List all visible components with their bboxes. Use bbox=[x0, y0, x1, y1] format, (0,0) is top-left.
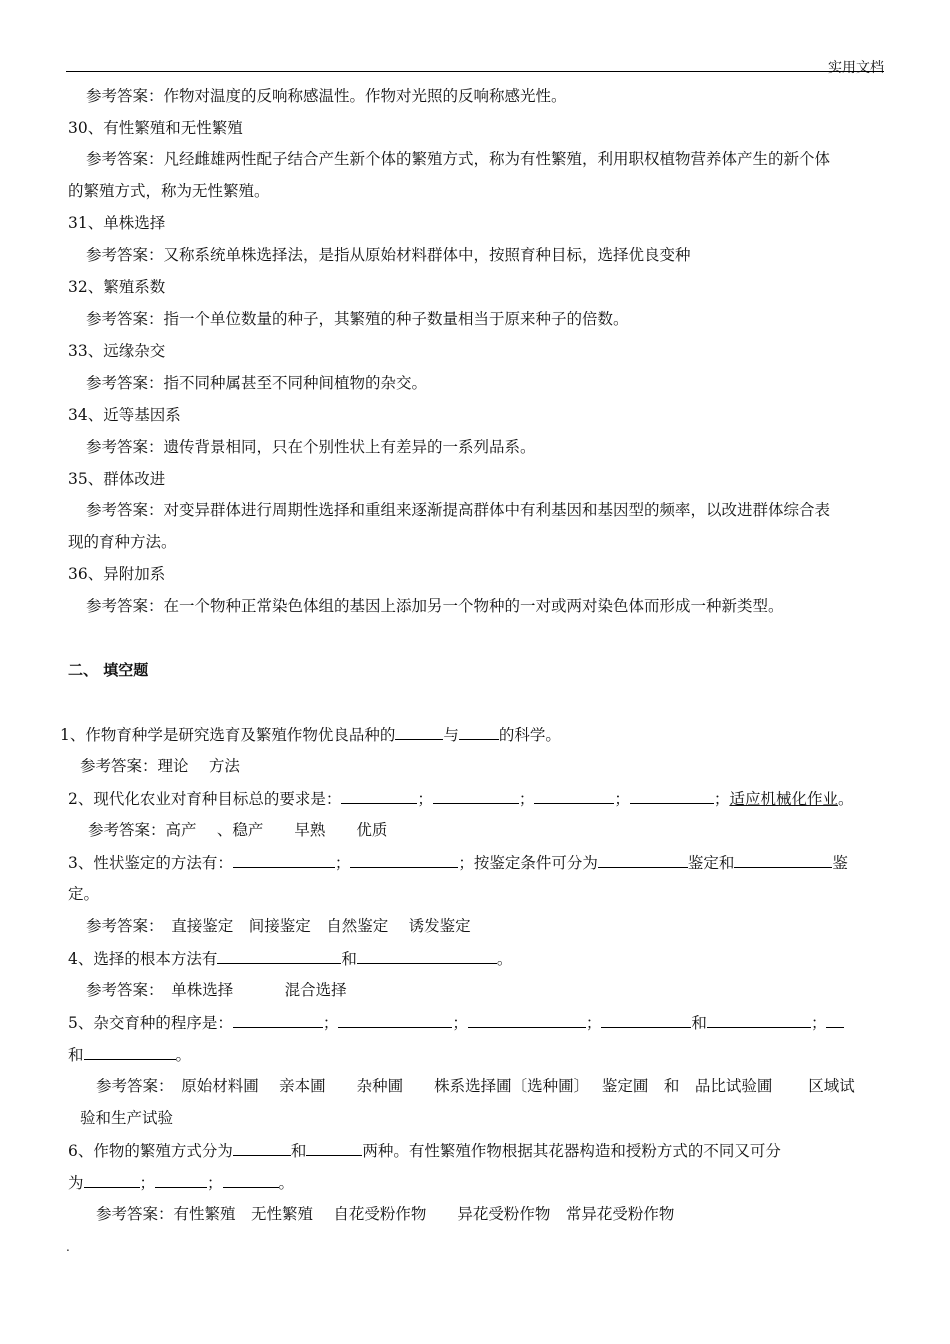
fill-answer-5-line1: 参考答案： 原始材料圃 亲本圃 杂种圃 株系选择圃〔选种圃〕 鉴定圃 和 品比试验圃 区域试 bbox=[96, 1077, 855, 1095]
q5-sep: ； bbox=[810, 1014, 827, 1032]
blank bbox=[233, 1012, 323, 1028]
blank bbox=[468, 1012, 586, 1028]
fill-answer-2: 参考答案：高产 、稳产 早熟 优质 bbox=[88, 821, 388, 839]
blank bbox=[84, 1044, 176, 1060]
blank bbox=[84, 1172, 140, 1188]
q3-text-a: 3、性状鉴定的方法有： bbox=[68, 854, 233, 872]
blank bbox=[155, 1172, 207, 1188]
answer-36: 参考答案：在一个物种正常染色体组的基因上添加另一个物种的一对或两对染色体而形成一种新类型。 bbox=[86, 597, 784, 615]
fill-answer-1: 参考答案：理论 方法 bbox=[80, 757, 240, 775]
blank bbox=[223, 1172, 279, 1188]
q3-sep: ； bbox=[334, 854, 351, 872]
q3-text-d: 鉴 bbox=[832, 854, 848, 872]
answer-35-line2: 现的育种方法。 bbox=[68, 533, 177, 551]
question-35: 35、群体改进 bbox=[68, 470, 166, 488]
answer-29: 参考答案：作物对温度的反响称感温性。作物对光照的反响称感光性。 bbox=[86, 87, 567, 105]
fill-question-5 bbox=[68, 1012, 844, 1033]
question-30: 30、有性繁殖和无性繁殖 bbox=[68, 119, 243, 137]
fill-question-4 bbox=[68, 948, 512, 969]
header-rule bbox=[66, 71, 884, 72]
q4-text-a: 4、选择的根本方法有 bbox=[68, 950, 218, 968]
q5-text-a: 5、杂交育种的程序是： bbox=[68, 1014, 233, 1032]
blank bbox=[433, 788, 519, 804]
blank bbox=[357, 948, 497, 964]
blank bbox=[826, 1012, 844, 1028]
q4-text-c: 。 bbox=[496, 950, 513, 968]
blank bbox=[338, 1012, 452, 1028]
fill-answer-3: 参考答案： 直接鉴定 间接鉴定 自然鉴定 诱发鉴定 bbox=[86, 917, 471, 935]
q1-text-c: 的科学。 bbox=[498, 726, 561, 744]
q5-end: 。 bbox=[175, 1046, 192, 1064]
blank bbox=[350, 852, 458, 868]
q2-sep: ； bbox=[518, 790, 535, 808]
blank bbox=[217, 948, 341, 964]
footer-dot: . bbox=[66, 1240, 70, 1254]
blank bbox=[598, 852, 688, 868]
fill-answer-6: 参考答案：有性繁殖 无性繁殖 自花受粉作物 异花受粉作物 常异花受粉作物 bbox=[96, 1205, 675, 1223]
answer-30-line2: 的繁殖方式，称为无性繁殖。 bbox=[68, 182, 270, 200]
q6-text-a: 6、作物的繁殖方式分为 bbox=[68, 1142, 233, 1160]
answer-31: 参考答案：又称系统单株选择法，是指从原始材料群体中，按照育种目标，选择优良变种 bbox=[86, 246, 691, 264]
q5-text-and-2: 和 bbox=[68, 1046, 84, 1064]
q2-end: 。 bbox=[837, 790, 854, 808]
q2-text-a: 2、现代化农业对育种目标总的要求是： bbox=[68, 790, 342, 808]
q2-sep: ； bbox=[614, 790, 630, 808]
answer-34: 参考答案：遗传背景相同，只在个别性状上有差异的一系列品系。 bbox=[86, 438, 536, 456]
blank bbox=[601, 1012, 691, 1028]
fill-question-6 bbox=[68, 1140, 781, 1161]
blank bbox=[534, 788, 614, 804]
section-title-fill-in: 二、 填空题 bbox=[68, 661, 149, 679]
question-34: 34、近等基因系 bbox=[68, 406, 181, 424]
fill-question-3 bbox=[68, 852, 848, 873]
q6-text-c: 两种。有性繁殖作物根据其花器构造和授粉方式的不同又可分 bbox=[362, 1142, 781, 1160]
blank bbox=[459, 724, 499, 740]
fill-question-5-line2 bbox=[68, 1044, 191, 1065]
blank bbox=[306, 1140, 362, 1156]
q5-text-and: 和 bbox=[691, 1014, 707, 1032]
q2-sep: ； bbox=[417, 790, 433, 808]
q1-text-a: 1、作物育种学是研究选育及繁殖作物优良品种的 bbox=[60, 726, 396, 744]
blank bbox=[341, 788, 417, 804]
answer-33: 参考答案：指不同种属甚至不同种间植物的杂交。 bbox=[86, 374, 428, 392]
q1-text-b: 与 bbox=[443, 726, 459, 744]
q6-text-wei: 为 bbox=[68, 1174, 84, 1192]
answer-35-line1: 参考答案：对变异群体进行周期性选择和重组来逐渐提高群体中有利基因和基因型的频率，以改进群体综合表 bbox=[86, 501, 831, 519]
fill-question-6-line2 bbox=[68, 1172, 294, 1193]
q5-sep: ； bbox=[585, 1014, 602, 1032]
answer-32: 参考答案：指一个单位数量的种子，其繁殖的种子数量相当于原来种子的倍数。 bbox=[86, 310, 629, 328]
q6-sep: ； bbox=[139, 1174, 156, 1192]
q3-text-b: ；按鉴定条件可分为 bbox=[458, 854, 598, 872]
fill-question-1 bbox=[60, 724, 561, 745]
blank bbox=[707, 1012, 811, 1028]
blank bbox=[395, 724, 443, 740]
fill-answer-5-line2: 验和生产试验 bbox=[80, 1109, 174, 1127]
q6-end: 。 bbox=[278, 1174, 295, 1192]
answer-30-line1: 参考答案：凡经雌雄两性配子结合产生新个体的繁殖方式，称为有性繁殖，利用职权植物营养体产生的新个体 bbox=[86, 150, 831, 168]
header-label: 实用文档 bbox=[828, 60, 884, 76]
q6-sep: ； bbox=[207, 1174, 223, 1192]
q5-sep: ； bbox=[452, 1014, 468, 1032]
q2-filled-answer: 适应机械化作业 bbox=[729, 790, 838, 808]
fill-answer-4: 参考答案： 单株选择 混合选择 bbox=[86, 981, 347, 999]
q5-sep: ； bbox=[322, 1014, 339, 1032]
question-31: 31、单株选择 bbox=[68, 214, 166, 232]
q3-text-c: 鉴定和 bbox=[687, 854, 735, 872]
fill-question-3-line2: 定。 bbox=[68, 885, 100, 903]
fill-question-2 bbox=[68, 788, 853, 809]
q2-sep: ； bbox=[713, 790, 730, 808]
question-32: 32、繁殖系数 bbox=[68, 278, 166, 296]
blank bbox=[233, 1140, 291, 1156]
blank bbox=[630, 788, 714, 804]
blank bbox=[233, 852, 335, 868]
q4-text-b: 和 bbox=[341, 950, 357, 968]
blank bbox=[734, 852, 832, 868]
q6-text-b: 和 bbox=[290, 1142, 307, 1160]
question-33: 33、远缘杂交 bbox=[68, 342, 166, 360]
question-36: 36、异附加系 bbox=[68, 565, 166, 583]
